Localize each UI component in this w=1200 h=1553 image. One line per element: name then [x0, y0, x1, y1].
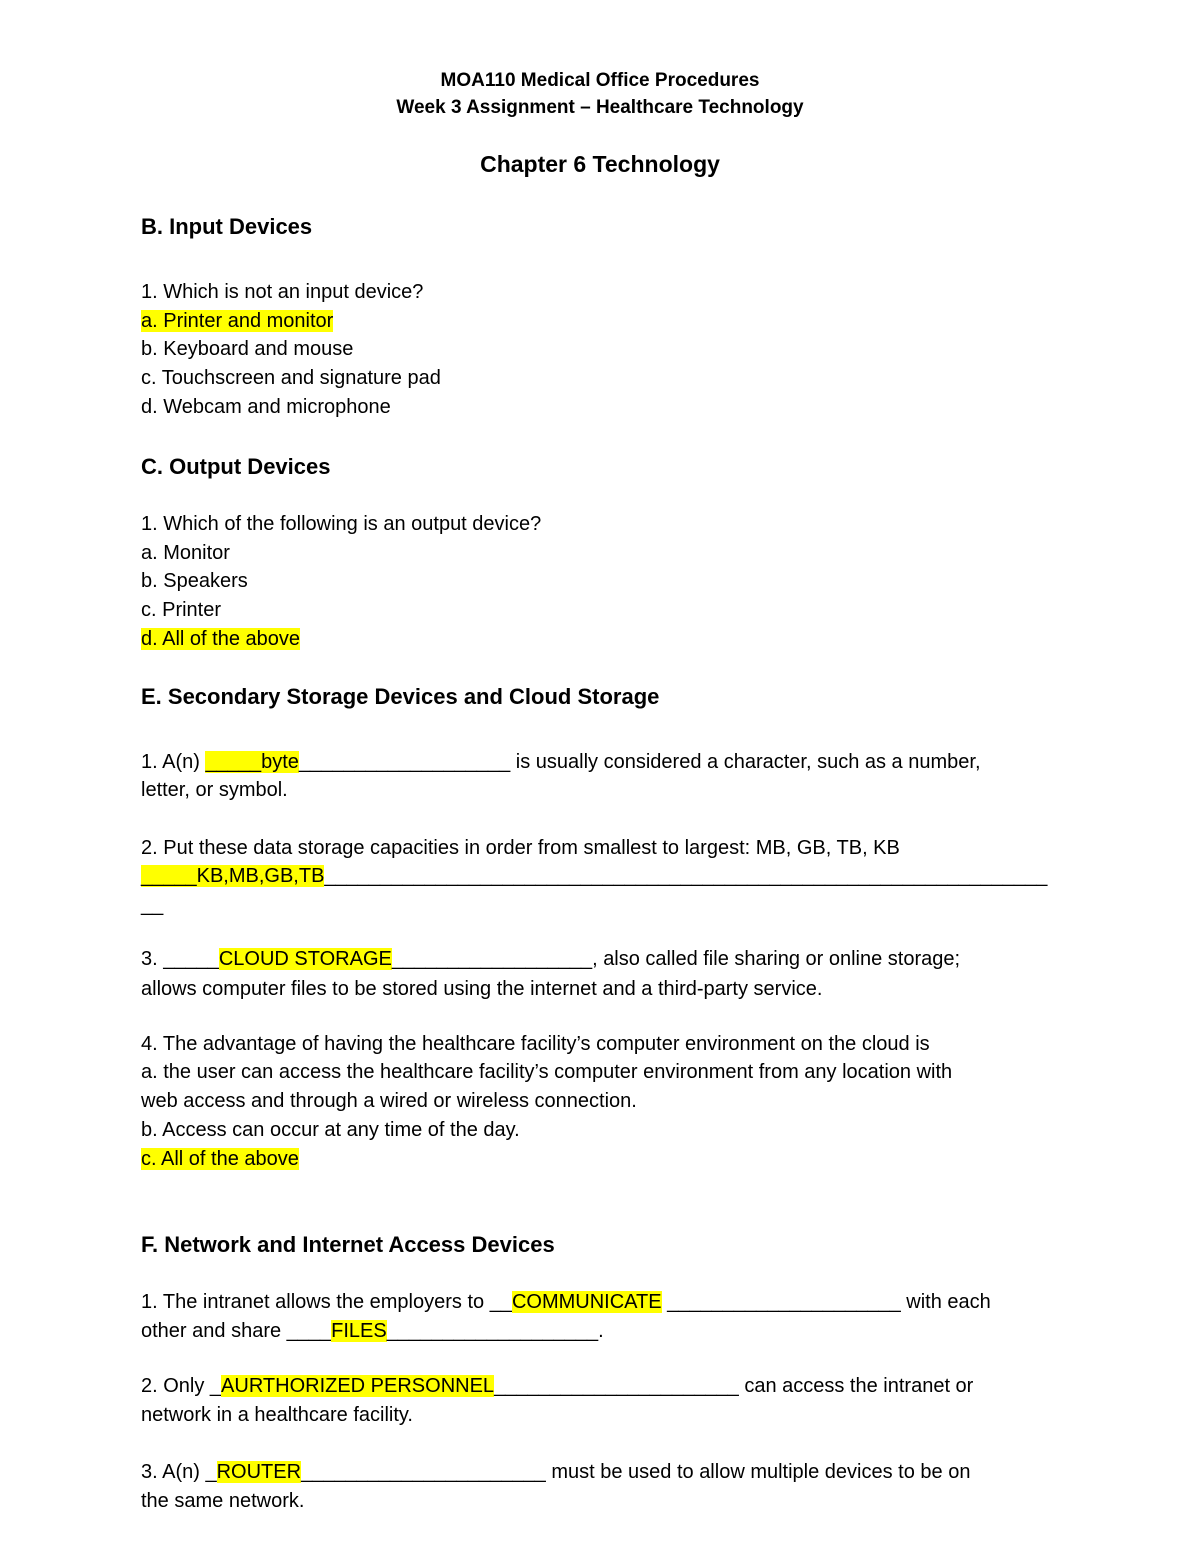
q1-suffix: ___________________ is usually considered a character, such as a number,: [298, 751, 981, 773]
answer-blank: _________________________________________________________________: [324, 865, 1048, 887]
q1-prefix: 1. A(n): [141, 751, 206, 773]
section-e-q2-answer-line: [141, 863, 1047, 889]
section-c-q1-option-c: c. Printer: [141, 599, 222, 621]
answer-highlight: COMMUNICATE: [511, 1291, 662, 1313]
section-b-q1-option-d: d. Webcam and microphone: [141, 396, 391, 418]
section-b-q1-option-c: c. Touchscreen and signature pad: [141, 367, 441, 389]
section-e-q3-line1: [141, 946, 960, 972]
section-e-q4-option-a1: a. the user can access the healthcare facility’s computer environment from any location with: [141, 1061, 953, 1083]
section-e-q4-option-a2: web access and through a wired or wireless connection.: [141, 1090, 637, 1112]
chapter-title: Chapter 6 Technology: [480, 151, 720, 177]
answer-highlight: c. All of the above: [141, 1148, 299, 1170]
section-c-q1-option-b: b. Speakers: [141, 570, 248, 592]
q3-suffix: ______________________ must be used to allow multiple devices to be on: [301, 1461, 971, 1483]
q3-prefix: 3. A(n) _: [141, 1461, 217, 1483]
section-f-q1-line2: [141, 1318, 604, 1344]
q3-suffix: __________________, also called file sharing or online storage;: [391, 948, 961, 970]
section-c-q1-question: 1. Which of the following is an output device?: [141, 513, 542, 535]
q3-prefix: 3. _____: [141, 948, 219, 970]
section-e-q4-question: 4. The advantage of having the healthcare facility’s computer environment on the cloud is: [141, 1033, 930, 1055]
section-c-heading: C. Output Devices: [141, 454, 331, 479]
section-b-q1-question: 1. Which is not an input device?: [141, 281, 424, 303]
answer-highlight: ROUTER: [216, 1461, 302, 1483]
section-f-q1-line1: [141, 1289, 991, 1315]
answer-highlight: CLOUD STORAGE: [218, 948, 392, 970]
section-e-q3-line2: allows computer files to be stored using the internet and a third-party service.: [141, 978, 823, 1000]
section-f-q2-line2: network in a healthcare facility.: [141, 1404, 413, 1426]
q1-line2-suffix: ___________________.: [386, 1320, 604, 1342]
q1-middle: _____________________ with each: [661, 1291, 991, 1313]
q2-prefix: 2. Only _: [141, 1375, 222, 1397]
section-e-heading: E. Secondary Storage Devices and Cloud Storage: [141, 684, 660, 709]
section-e-q1-line2: letter, or symbol.: [141, 779, 288, 801]
q1-line2-prefix: other and share ____: [141, 1320, 332, 1342]
section-f-heading: F. Network and Internet Access Devices: [141, 1232, 555, 1257]
section-e-q2-question: 2. Put these data storage capacities in order from smallest to largest: MB, GB, TB, KB: [141, 837, 900, 859]
assignment-title: Week 3 Assignment – Healthcare Technology: [396, 97, 804, 118]
course-title: MOA110 Medical Office Procedures: [440, 70, 760, 91]
section-e-q2-line3: __: [141, 894, 164, 916]
answer-highlight: a. Printer and monitor: [141, 310, 334, 332]
section-b-q1-option-a: [141, 308, 333, 334]
answer-highlight: AURTHORIZED PERSONNEL: [221, 1375, 495, 1397]
section-c-q1-option-a: a. Monitor: [141, 542, 230, 564]
section-f-q3-line1: [141, 1459, 970, 1485]
answer-highlight: FILES: [331, 1320, 387, 1342]
section-b-q1-option-b: b. Keyboard and mouse: [141, 338, 354, 360]
section-f-q2-line1: [141, 1373, 973, 1399]
q1-prefix: 1. The intranet allows the employers to __: [141, 1291, 512, 1313]
section-f-q3-line2: the same network.: [141, 1490, 305, 1512]
section-b-heading: B. Input Devices: [141, 214, 313, 239]
section-e-q4-option-c: [141, 1146, 299, 1172]
q2-suffix: ______________________ can access the intranet or: [494, 1375, 974, 1397]
answer-highlight: _____byte: [205, 751, 299, 773]
section-e-q4-option-b: b. Access can occur at any time of the day.: [141, 1119, 520, 1141]
answer-highlight: _____KB,MB,GB,TB: [141, 865, 325, 887]
section-c-q1-option-d: [141, 626, 300, 652]
section-e-q1-line1: [141, 749, 981, 775]
answer-highlight: d. All of the above: [141, 628, 301, 650]
